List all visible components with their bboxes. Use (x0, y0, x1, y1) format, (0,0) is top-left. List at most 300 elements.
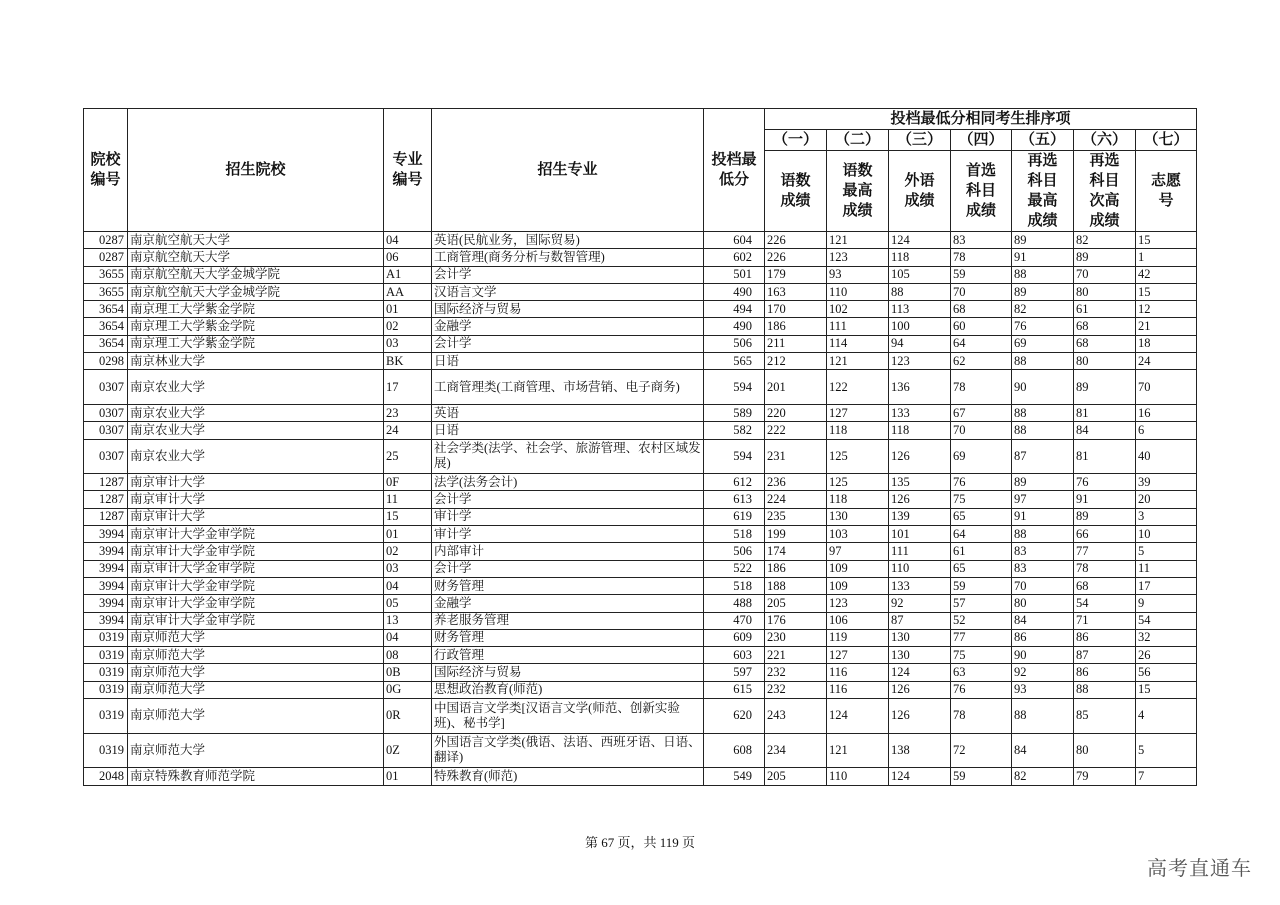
cell-chinese-math-max: 111 (827, 318, 889, 335)
cell-elective-second: 91 (1074, 491, 1136, 508)
header-min-score: 投档最低分 (704, 109, 765, 232)
cell-chinese-math-max: 116 (827, 664, 889, 681)
cell-elective-second: 88 (1074, 681, 1136, 698)
cell-school-code: 0298 (84, 353, 128, 370)
table-row (84, 318, 1197, 335)
cell-chinese-math: 174 (765, 543, 827, 560)
page-number: 第 67 页，共 119 页 (584, 835, 696, 850)
cell-elective-second: 86 (1074, 629, 1136, 646)
cell-chinese-math-max: 106 (827, 612, 889, 629)
cell-first-subject: 52 (951, 612, 1012, 629)
cell-preference-no: 15 (1136, 232, 1197, 249)
cell-major-code: AA (384, 283, 432, 300)
cell-elective-second: 61 (1074, 301, 1136, 318)
cell-first-subject: 60 (951, 318, 1012, 335)
cell-major-name: 英语(民航业务，国际贸易) (432, 232, 704, 249)
cell-major-code: 01 (384, 768, 432, 785)
cell-major-name: 汉语言文学 (432, 283, 704, 300)
cell-major-code: 02 (384, 543, 432, 560)
cell-min-score: 609 (704, 629, 765, 646)
cell-first-subject: 75 (951, 647, 1012, 664)
cell-foreign-language: 111 (889, 543, 951, 560)
cell-elective-second: 80 (1074, 283, 1136, 300)
cell-preference-no: 39 (1136, 474, 1197, 491)
cell-major-code: 03 (384, 560, 432, 577)
cell-elective-max: 86 (1012, 629, 1074, 646)
cell-chinese-math: 186 (765, 318, 827, 335)
cell-school-code: 0307 (84, 422, 128, 439)
cell-elective-second: 81 (1074, 439, 1136, 474)
cell-chinese-math-max: 121 (827, 733, 889, 768)
cell-first-subject: 77 (951, 629, 1012, 646)
cell-chinese-math: 235 (765, 508, 827, 525)
cell-preference-no: 7 (1136, 768, 1197, 785)
cell-foreign-language: 123 (889, 353, 951, 370)
cell-major-code: 24 (384, 422, 432, 439)
cell-major-name: 中国语言文学类[汉语言文学(师范、创新实验班)、秘书学] (432, 699, 704, 734)
cell-elective-second: 70 (1074, 266, 1136, 283)
cell-elective-max: 89 (1012, 283, 1074, 300)
table-row (84, 526, 1197, 543)
cell-preference-no: 12 (1136, 301, 1197, 318)
cell-chinese-math: 226 (765, 249, 827, 266)
cell-elective-max: 87 (1012, 439, 1074, 474)
cell-first-subject: 64 (951, 335, 1012, 352)
cell-preference-no: 18 (1136, 335, 1197, 352)
cell-elective-second: 76 (1074, 474, 1136, 491)
cell-first-subject: 57 (951, 595, 1012, 612)
cell-school-code: 0319 (84, 699, 128, 734)
cell-min-score: 594 (704, 370, 765, 405)
cell-first-subject: 65 (951, 560, 1012, 577)
cell-chinese-math: 205 (765, 595, 827, 612)
cell-chinese-math: 232 (765, 664, 827, 681)
cell-elective-max: 83 (1012, 543, 1074, 560)
cell-foreign-language: 126 (889, 439, 951, 474)
cell-school-name: 南京师范大学 (128, 699, 384, 734)
cell-preference-no: 32 (1136, 629, 1197, 646)
table-row (84, 283, 1197, 300)
header-order-label: （六） (1074, 130, 1136, 151)
header-major: 招生专业 (432, 109, 704, 232)
cell-elective-max: 89 (1012, 474, 1074, 491)
cell-preference-no: 26 (1136, 647, 1197, 664)
cell-school-code: 3655 (84, 266, 128, 283)
cell-foreign-language: 124 (889, 768, 951, 785)
cell-elective-second: 89 (1074, 370, 1136, 405)
cell-preference-no: 40 (1136, 439, 1197, 474)
cell-major-code: 01 (384, 526, 432, 543)
cell-first-subject: 59 (951, 577, 1012, 594)
cell-elective-second: 71 (1074, 612, 1136, 629)
cell-elective-second: 54 (1074, 595, 1136, 612)
cell-chinese-math-max: 123 (827, 595, 889, 612)
table-row (84, 474, 1197, 491)
cell-elective-max: 88 (1012, 526, 1074, 543)
cell-min-score: 613 (704, 491, 765, 508)
cell-min-score: 501 (704, 266, 765, 283)
cell-chinese-math: 212 (765, 353, 827, 370)
cell-foreign-language: 88 (889, 283, 951, 300)
cell-school-name: 南京审计大学金审学院 (128, 560, 384, 577)
cell-preference-no: 17 (1136, 577, 1197, 594)
cell-chinese-math: 234 (765, 733, 827, 768)
cell-major-code: 02 (384, 318, 432, 335)
cell-chinese-math-max: 121 (827, 353, 889, 370)
table-body (84, 232, 1197, 786)
cell-min-score: 494 (704, 301, 765, 318)
cell-school-name: 南京特殊教育师范学院 (128, 768, 384, 785)
cell-preference-no: 15 (1136, 681, 1197, 698)
table-header (84, 109, 1197, 232)
cell-preference-no: 70 (1136, 370, 1197, 405)
header-school: 招生院校 (128, 109, 384, 232)
cell-elective-max: 91 (1012, 508, 1074, 525)
cell-chinese-math-max: 110 (827, 283, 889, 300)
cell-preference-no: 24 (1136, 353, 1197, 370)
cell-foreign-language: 135 (889, 474, 951, 491)
table-row (84, 439, 1197, 474)
cell-school-code: 0319 (84, 647, 128, 664)
cell-preference-no: 54 (1136, 612, 1197, 629)
cell-foreign-language: 92 (889, 595, 951, 612)
cell-first-subject: 78 (951, 249, 1012, 266)
cell-min-score: 597 (704, 664, 765, 681)
cell-first-subject: 59 (951, 266, 1012, 283)
cell-school-code: 1287 (84, 491, 128, 508)
admission-score-table (83, 108, 1197, 786)
cell-major-code: 05 (384, 595, 432, 612)
cell-elective-second: 66 (1074, 526, 1136, 543)
cell-major-name: 财务管理 (432, 577, 704, 594)
cell-major-code: 15 (384, 508, 432, 525)
table-row (84, 647, 1197, 664)
cell-chinese-math: 205 (765, 768, 827, 785)
cell-elective-max: 88 (1012, 422, 1074, 439)
cell-preference-no: 4 (1136, 699, 1197, 734)
cell-min-score: 602 (704, 249, 765, 266)
cell-major-code: 17 (384, 370, 432, 405)
cell-chinese-math-max: 114 (827, 335, 889, 352)
cell-school-code: 0307 (84, 404, 128, 421)
header-order-item: 首选科目成绩 (951, 151, 1012, 232)
header-tiebreak-group: 投档最低分相同考生排序项 (765, 109, 1197, 130)
cell-foreign-language: 130 (889, 629, 951, 646)
cell-first-subject: 72 (951, 733, 1012, 768)
cell-chinese-math: 221 (765, 647, 827, 664)
cell-major-name: 特殊教育(师范) (432, 768, 704, 785)
header-school-code: 院校编号 (84, 109, 128, 232)
cell-first-subject: 83 (951, 232, 1012, 249)
cell-school-name: 南京师范大学 (128, 629, 384, 646)
cell-elective-max: 89 (1012, 232, 1074, 249)
cell-school-name: 南京理工大学紫金学院 (128, 335, 384, 352)
cell-preference-no: 21 (1136, 318, 1197, 335)
cell-major-code: 0R (384, 699, 432, 734)
cell-first-subject: 61 (951, 543, 1012, 560)
cell-foreign-language: 118 (889, 249, 951, 266)
cell-school-code: 3994 (84, 577, 128, 594)
cell-major-code: 0G (384, 681, 432, 698)
cell-elective-max: 90 (1012, 647, 1074, 664)
table-row (84, 335, 1197, 352)
cell-elective-max: 90 (1012, 370, 1074, 405)
cell-school-name: 南京理工大学紫金学院 (128, 318, 384, 335)
cell-min-score: 490 (704, 318, 765, 335)
cell-elective-max: 97 (1012, 491, 1074, 508)
table-row (84, 664, 1197, 681)
cell-elective-second: 85 (1074, 699, 1136, 734)
header-order-label: （四） (951, 130, 1012, 151)
cell-major-code: 06 (384, 249, 432, 266)
cell-elective-max: 70 (1012, 577, 1074, 594)
cell-chinese-math: 243 (765, 699, 827, 734)
cell-elective-second: 87 (1074, 647, 1136, 664)
header-order-label: （二） (827, 130, 889, 151)
cell-elective-max: 80 (1012, 595, 1074, 612)
cell-chinese-math: 170 (765, 301, 827, 318)
cell-school-name: 南京审计大学金审学院 (128, 543, 384, 560)
cell-foreign-language: 133 (889, 404, 951, 421)
cell-foreign-language: 113 (889, 301, 951, 318)
cell-preference-no: 16 (1136, 404, 1197, 421)
cell-min-score: 488 (704, 595, 765, 612)
table-row (84, 266, 1197, 283)
cell-major-name: 养老服务管理 (432, 612, 704, 629)
cell-major-name: 日语 (432, 353, 704, 370)
cell-major-name: 会计学 (432, 491, 704, 508)
cell-preference-no: 3 (1136, 508, 1197, 525)
table-row (84, 249, 1197, 266)
cell-major-name: 外国语言文学类(俄语、法语、西班牙语、日语、翻译) (432, 733, 704, 768)
cell-chinese-math-max: 102 (827, 301, 889, 318)
cell-major-name: 工商管理(商务分析与数智管理) (432, 249, 704, 266)
cell-first-subject: 78 (951, 699, 1012, 734)
cell-preference-no: 5 (1136, 543, 1197, 560)
header-order-item: 再选科目最高成绩 (1012, 151, 1074, 232)
cell-major-code: 13 (384, 612, 432, 629)
cell-chinese-math: 211 (765, 335, 827, 352)
cell-elective-second: 82 (1074, 232, 1136, 249)
cell-school-name: 南京理工大学紫金学院 (128, 301, 384, 318)
cell-chinese-math: 224 (765, 491, 827, 508)
cell-elective-second: 86 (1074, 664, 1136, 681)
cell-elective-max: 93 (1012, 681, 1074, 698)
cell-major-name: 思想政治教育(师范) (432, 681, 704, 698)
cell-chinese-math-max: 123 (827, 249, 889, 266)
table-row (84, 508, 1197, 525)
cell-first-subject: 70 (951, 422, 1012, 439)
table-row (84, 681, 1197, 698)
cell-school-code: 3994 (84, 526, 128, 543)
cell-chinese-math-max: 118 (827, 491, 889, 508)
cell-min-score: 518 (704, 577, 765, 594)
cell-chinese-math-max: 103 (827, 526, 889, 543)
cell-major-name: 英语 (432, 404, 704, 421)
cell-elective-max: 91 (1012, 249, 1074, 266)
cell-preference-no: 15 (1136, 283, 1197, 300)
cell-first-subject: 75 (951, 491, 1012, 508)
cell-school-code: 3654 (84, 318, 128, 335)
cell-elective-second: 89 (1074, 249, 1136, 266)
cell-major-name: 日语 (432, 422, 704, 439)
cell-major-code: 25 (384, 439, 432, 474)
cell-elective-max: 88 (1012, 699, 1074, 734)
cell-major-code: A1 (384, 266, 432, 283)
cell-major-code: 11 (384, 491, 432, 508)
header-order-label: （一） (765, 130, 827, 151)
cell-elective-max: 92 (1012, 664, 1074, 681)
cell-first-subject: 78 (951, 370, 1012, 405)
header-order-label: （三） (889, 130, 951, 151)
cell-foreign-language: 101 (889, 526, 951, 543)
cell-min-score: 549 (704, 768, 765, 785)
cell-elective-max: 84 (1012, 612, 1074, 629)
cell-elective-max: 82 (1012, 768, 1074, 785)
table-row (84, 543, 1197, 560)
cell-min-score: 490 (704, 283, 765, 300)
table-row (84, 595, 1197, 612)
cell-major-code: 04 (384, 232, 432, 249)
cell-foreign-language: 124 (889, 232, 951, 249)
cell-chinese-math-max: 110 (827, 768, 889, 785)
header-order-label: （七） (1136, 130, 1197, 151)
table-row (84, 404, 1197, 421)
cell-chinese-math: 179 (765, 266, 827, 283)
cell-preference-no: 20 (1136, 491, 1197, 508)
cell-school-code: 0287 (84, 249, 128, 266)
cell-foreign-language: 105 (889, 266, 951, 283)
cell-school-name: 南京师范大学 (128, 664, 384, 681)
cell-school-name: 南京师范大学 (128, 681, 384, 698)
cell-preference-no: 56 (1136, 664, 1197, 681)
cell-major-code: 04 (384, 629, 432, 646)
cell-school-code: 3654 (84, 335, 128, 352)
cell-min-score: 612 (704, 474, 765, 491)
cell-chinese-math-max: 121 (827, 232, 889, 249)
cell-school-name: 南京审计大学金审学院 (128, 526, 384, 543)
cell-major-name: 审计学 (432, 526, 704, 543)
cell-min-score: 615 (704, 681, 765, 698)
cell-major-name: 会计学 (432, 560, 704, 577)
cell-chinese-math: 188 (765, 577, 827, 594)
cell-chinese-math-max: 130 (827, 508, 889, 525)
cell-first-subject: 59 (951, 768, 1012, 785)
cell-chinese-math: 201 (765, 370, 827, 405)
header-order-item: 志愿号 (1136, 151, 1197, 232)
table-row (84, 301, 1197, 318)
cell-min-score: 470 (704, 612, 765, 629)
cell-elective-max: 69 (1012, 335, 1074, 352)
cell-major-name: 金融学 (432, 595, 704, 612)
table-row (84, 232, 1197, 249)
cell-preference-no: 9 (1136, 595, 1197, 612)
cell-chinese-math: 220 (765, 404, 827, 421)
cell-min-score: 604 (704, 232, 765, 249)
cell-major-name: 国际经济与贸易 (432, 301, 704, 318)
cell-foreign-language: 126 (889, 699, 951, 734)
cell-preference-no: 1 (1136, 249, 1197, 266)
cell-foreign-language: 87 (889, 612, 951, 629)
cell-min-score: 589 (704, 404, 765, 421)
cell-chinese-math-max: 118 (827, 422, 889, 439)
cell-school-code: 0307 (84, 439, 128, 474)
cell-school-name: 南京审计大学金审学院 (128, 612, 384, 629)
cell-foreign-language: 133 (889, 577, 951, 594)
cell-school-name: 南京航空航天大学 (128, 232, 384, 249)
cell-first-subject: 68 (951, 301, 1012, 318)
cell-preference-no: 6 (1136, 422, 1197, 439)
cell-major-name: 社会学类(法学、社会学、旅游管理、农村区域发展) (432, 439, 704, 474)
cell-major-name: 行政管理 (432, 647, 704, 664)
cell-foreign-language: 126 (889, 491, 951, 508)
cell-elective-second: 77 (1074, 543, 1136, 560)
cell-chinese-math-max: 127 (827, 647, 889, 664)
cell-school-name: 南京审计大学金审学院 (128, 595, 384, 612)
cell-chinese-math: 199 (765, 526, 827, 543)
cell-major-code: 0B (384, 664, 432, 681)
cell-major-code: 23 (384, 404, 432, 421)
cell-school-name: 南京农业大学 (128, 422, 384, 439)
cell-foreign-language: 139 (889, 508, 951, 525)
cell-major-name: 审计学 (432, 508, 704, 525)
cell-chinese-math-max: 127 (827, 404, 889, 421)
cell-min-score: 594 (704, 439, 765, 474)
cell-elective-second: 81 (1074, 404, 1136, 421)
cell-school-name: 南京航空航天大学 (128, 249, 384, 266)
cell-min-score: 506 (704, 543, 765, 560)
table-row (84, 629, 1197, 646)
cell-first-subject: 76 (951, 681, 1012, 698)
cell-elective-max: 84 (1012, 733, 1074, 768)
cell-foreign-language: 138 (889, 733, 951, 768)
table-row (84, 699, 1197, 734)
cell-school-code: 3994 (84, 595, 128, 612)
cell-elective-max: 83 (1012, 560, 1074, 577)
cell-elective-max: 82 (1012, 301, 1074, 318)
cell-major-name: 会计学 (432, 335, 704, 352)
cell-school-name: 南京师范大学 (128, 647, 384, 664)
cell-school-name: 南京林业大学 (128, 353, 384, 370)
cell-min-score: 506 (704, 335, 765, 352)
cell-preference-no: 42 (1136, 266, 1197, 283)
cell-elective-second: 68 (1074, 335, 1136, 352)
cell-chinese-math-max: 124 (827, 699, 889, 734)
cell-school-name: 南京农业大学 (128, 439, 384, 474)
cell-chinese-math: 222 (765, 422, 827, 439)
cell-elective-max: 76 (1012, 318, 1074, 335)
header-order-item: 语数成绩 (765, 151, 827, 232)
cell-major-code: 0Z (384, 733, 432, 768)
cell-min-score: 522 (704, 560, 765, 577)
cell-foreign-language: 136 (889, 370, 951, 405)
cell-first-subject: 63 (951, 664, 1012, 681)
cell-school-code: 3655 (84, 283, 128, 300)
cell-elective-second: 80 (1074, 733, 1136, 768)
table-row (84, 370, 1197, 405)
cell-major-name: 金融学 (432, 318, 704, 335)
cell-school-name: 南京师范大学 (128, 733, 384, 768)
cell-school-name: 南京审计大学 (128, 474, 384, 491)
table-row (84, 491, 1197, 508)
cell-school-name: 南京航空航天大学金城学院 (128, 283, 384, 300)
cell-foreign-language: 130 (889, 647, 951, 664)
cell-school-code: 3654 (84, 301, 128, 318)
cell-school-code: 1287 (84, 474, 128, 491)
cell-chinese-math-max: 125 (827, 439, 889, 474)
cell-preference-no: 11 (1136, 560, 1197, 577)
cell-min-score: 518 (704, 526, 765, 543)
